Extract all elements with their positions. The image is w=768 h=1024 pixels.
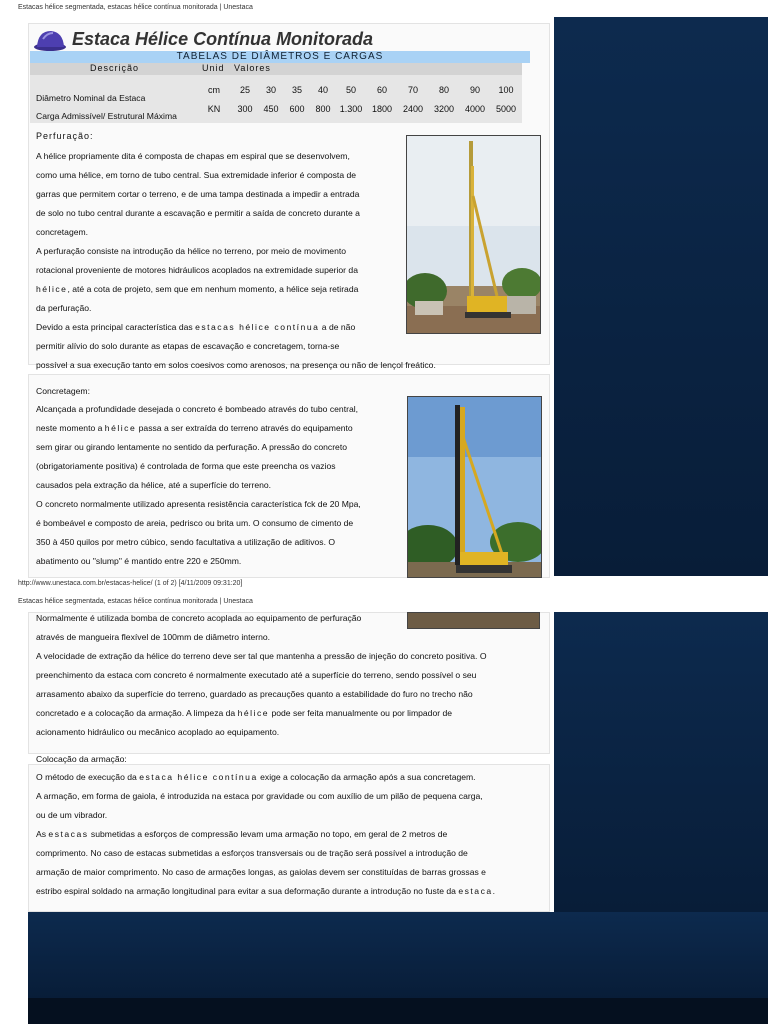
perfuracao-text bbox=[36, 147, 436, 375]
table-cell: 1800 bbox=[371, 104, 393, 114]
text-line: permitir alívio do solo durante as etapas de escavação e concretagem, torna-se bbox=[36, 341, 340, 351]
section-heading-concretagem: Concretagem: bbox=[36, 386, 90, 396]
emphasis: estaca hélice contínua bbox=[139, 772, 258, 782]
text-line: da perfuração. bbox=[36, 303, 92, 313]
drilling-rig-photo bbox=[406, 135, 541, 334]
table-cell: 800 bbox=[315, 104, 331, 114]
text-line: O método de execução da estaca hélice contínua exige a colocação da armação após a sua concretagem. bbox=[36, 772, 476, 782]
text-line: como uma hélice, em torno de tubo central. Sua extremidade inferior é composta de bbox=[36, 170, 357, 180]
table-caption: TABELAS DE DIÂMETROS E CARGAS bbox=[30, 51, 530, 63]
text-line: concretado e a colocação da armação. A limpeza da hélice pode ser feita manualmente ou por limpador de bbox=[36, 708, 453, 718]
text-line: ou de um vibrador. bbox=[36, 810, 108, 820]
text-line: concretagem. bbox=[36, 227, 89, 237]
text-line: Devido a esta principal característica das estacas hélice contínua a de não bbox=[36, 322, 356, 332]
page-footer-url: http://www.unestaca.com.br/estacas-helice/ (1 of 2) [4/11/2009 09:31:20] bbox=[18, 580, 243, 587]
page2-background-footer bbox=[28, 998, 768, 1024]
table-cell: 100 bbox=[498, 85, 514, 95]
text-line: A armação, em forma de gaiola, é introduzida na estaca por gravidade ou com auxílio de um pilão de pequena carga, bbox=[36, 791, 483, 801]
text-line: armação de maior comprimento. No caso de armações longas, as gaiolas devem ser constituídas de barras grossas e bbox=[36, 867, 486, 877]
table-row-label: Diâmetro Nominal da Estaca bbox=[36, 93, 146, 103]
text-line: A velocidade de extração da hélice do terreno deve ser tal que mantenha a pressão de injeção do concreto positiva. O bbox=[36, 651, 487, 661]
text-line: (obrigatoriamente positiva) é controlada de forma que este preencha os vazios bbox=[36, 461, 336, 471]
page2-background-bottom bbox=[28, 912, 768, 998]
emphasis: hélice bbox=[36, 284, 68, 294]
text-line: 350 à 450 quilos por metro cúbico, sendo facultativa a utilização de aditivos. O bbox=[36, 537, 336, 547]
table-cell: 4000 bbox=[464, 104, 486, 114]
table-header bbox=[30, 63, 522, 75]
table-cell: 40 bbox=[317, 85, 328, 95]
emphasis: estaca bbox=[458, 886, 493, 896]
table-cell: 5000 bbox=[495, 104, 517, 114]
text-line: arrasamento abaixo da superfície do terreno, guardado as precauções quanto a estabilidade do furo no trecho não bbox=[36, 689, 473, 699]
table-unit: KN bbox=[207, 104, 221, 114]
table-cell: 30 bbox=[265, 85, 276, 95]
table-row-label: Carga Admissível/ Estrutural Máxima bbox=[36, 111, 177, 121]
text-line: acionamento hidráulico ou mecânico acoplado ao equipamento. bbox=[36, 727, 280, 737]
text-line: preenchimento da estaca com concreto é normalmente executado até a superfície do terreno, sendo possível o seu bbox=[36, 670, 477, 680]
text-line: O concreto normalmente utilizado apresenta resistência característica fck de 20 Mpa, bbox=[36, 499, 361, 509]
emphasis: hélice bbox=[237, 708, 270, 718]
emphasis: hélice bbox=[104, 423, 137, 433]
table-cell: 70 bbox=[407, 85, 418, 95]
table-cell: 50 bbox=[345, 85, 356, 95]
page-header: Estacas hélice segmentada, estacas hélice contínua monitorada | Unestaca bbox=[18, 4, 253, 11]
page-header: Estacas hélice segmentada, estacas hélice contínua monitorada | Unestaca bbox=[18, 598, 253, 605]
text-line: comprimento. No caso de estacas submetidas a esforços transversais ou de tração será possível a introdução de bbox=[36, 848, 468, 858]
table-cell: 300 bbox=[237, 104, 253, 114]
concretagem-text-continued bbox=[36, 609, 536, 742]
emphasis: estacas hélice contínua bbox=[195, 322, 320, 332]
drilling-rig-photo bbox=[407, 396, 542, 578]
text-line: As estacas submetidas a esforços de compressão levam uma armação no topo, em geral de 2 metros de bbox=[36, 829, 448, 839]
text-line: de solo no tubo central durante a escavação e permitir a saída de concreto durante a bbox=[36, 208, 360, 218]
text-line: estribo espiral soldado na armação longitudinal para evitar a sua deformação durante a introdução no fuste da estaca. bbox=[36, 886, 496, 896]
section-heading-perfuracao: Perfuração: bbox=[36, 131, 94, 141]
table-cell: 35 bbox=[291, 85, 302, 95]
text-line: sem girar ou girando lentamente no sentido da perfuração. A pressão do concreto bbox=[36, 442, 348, 452]
text-line: garras que permitem cortar o terreno, e de uma tampa destinada a impedir a entrada bbox=[36, 189, 360, 199]
text-line: possível a sua execução tanto em solos coesivos como arenosos, na presença ou não de lençol freático. bbox=[36, 360, 436, 370]
text-line: é bombeável e composto de areia, pedrisco ou brita um. O consumo de cimento de bbox=[36, 518, 354, 528]
helmet-icon bbox=[33, 27, 67, 53]
table-cell: 600 bbox=[289, 104, 305, 114]
table-body bbox=[30, 75, 522, 123]
table-cell: 2400 bbox=[402, 104, 424, 114]
page-title: Estaca Hélice Contínua Monitorada bbox=[72, 29, 374, 49]
text-line: A perfuração consiste na introdução da hélice no terreno, por meio de movimento bbox=[36, 246, 347, 256]
text-line: neste momento a hélice passa a ser extraída do terreno através do equipamento bbox=[36, 423, 353, 433]
table-cell: 3200 bbox=[433, 104, 455, 114]
table-cell: 80 bbox=[438, 85, 449, 95]
table-header-values: Valores bbox=[234, 63, 271, 73]
text-line: através de mangueira flexível de 100mm de diâmetro interno. bbox=[36, 632, 271, 642]
concretagem-text bbox=[36, 400, 406, 571]
table-cell: 1.300 bbox=[339, 104, 363, 114]
table-cell: 450 bbox=[263, 104, 279, 114]
section-heading-armacao: Colocação da armação: bbox=[36, 754, 127, 764]
page2-background-right bbox=[554, 612, 768, 912]
table-cell: 60 bbox=[376, 85, 387, 95]
text-line: rotacional proveniente de motores hidráulicos acoplados na extremidade superior da bbox=[36, 265, 358, 275]
text-line: Normalmente é utilizada bomba de concreto acoplada ao equipamento de perfuração bbox=[36, 613, 362, 623]
table-header-description: Descrição bbox=[90, 63, 140, 73]
table-cell: 90 bbox=[469, 85, 480, 95]
text-line: causados pela extração da hélice, até a superfície do terreno. bbox=[36, 480, 272, 490]
table-unit: cm bbox=[208, 85, 220, 95]
text-line: hélice, até a cota de projeto, sem que em nenhum momento, a hélice seja retirada bbox=[36, 284, 359, 294]
emphasis: estacas bbox=[48, 829, 89, 839]
text-line: Alcançada a profundidade desejada o concreto é bombeado através do tubo central, bbox=[36, 404, 359, 414]
table-cell: 25 bbox=[239, 85, 250, 95]
armacao-text bbox=[36, 768, 546, 901]
page1-background bbox=[554, 17, 768, 576]
text-line: abatimento ou "slump" é mantido entre 220 e 250mm. bbox=[36, 556, 242, 566]
table-header-unit: Unid bbox=[202, 63, 225, 73]
text-line: A hélice propriamente dita é composta de chapas em espiral que se desenvolvem, bbox=[36, 151, 350, 161]
